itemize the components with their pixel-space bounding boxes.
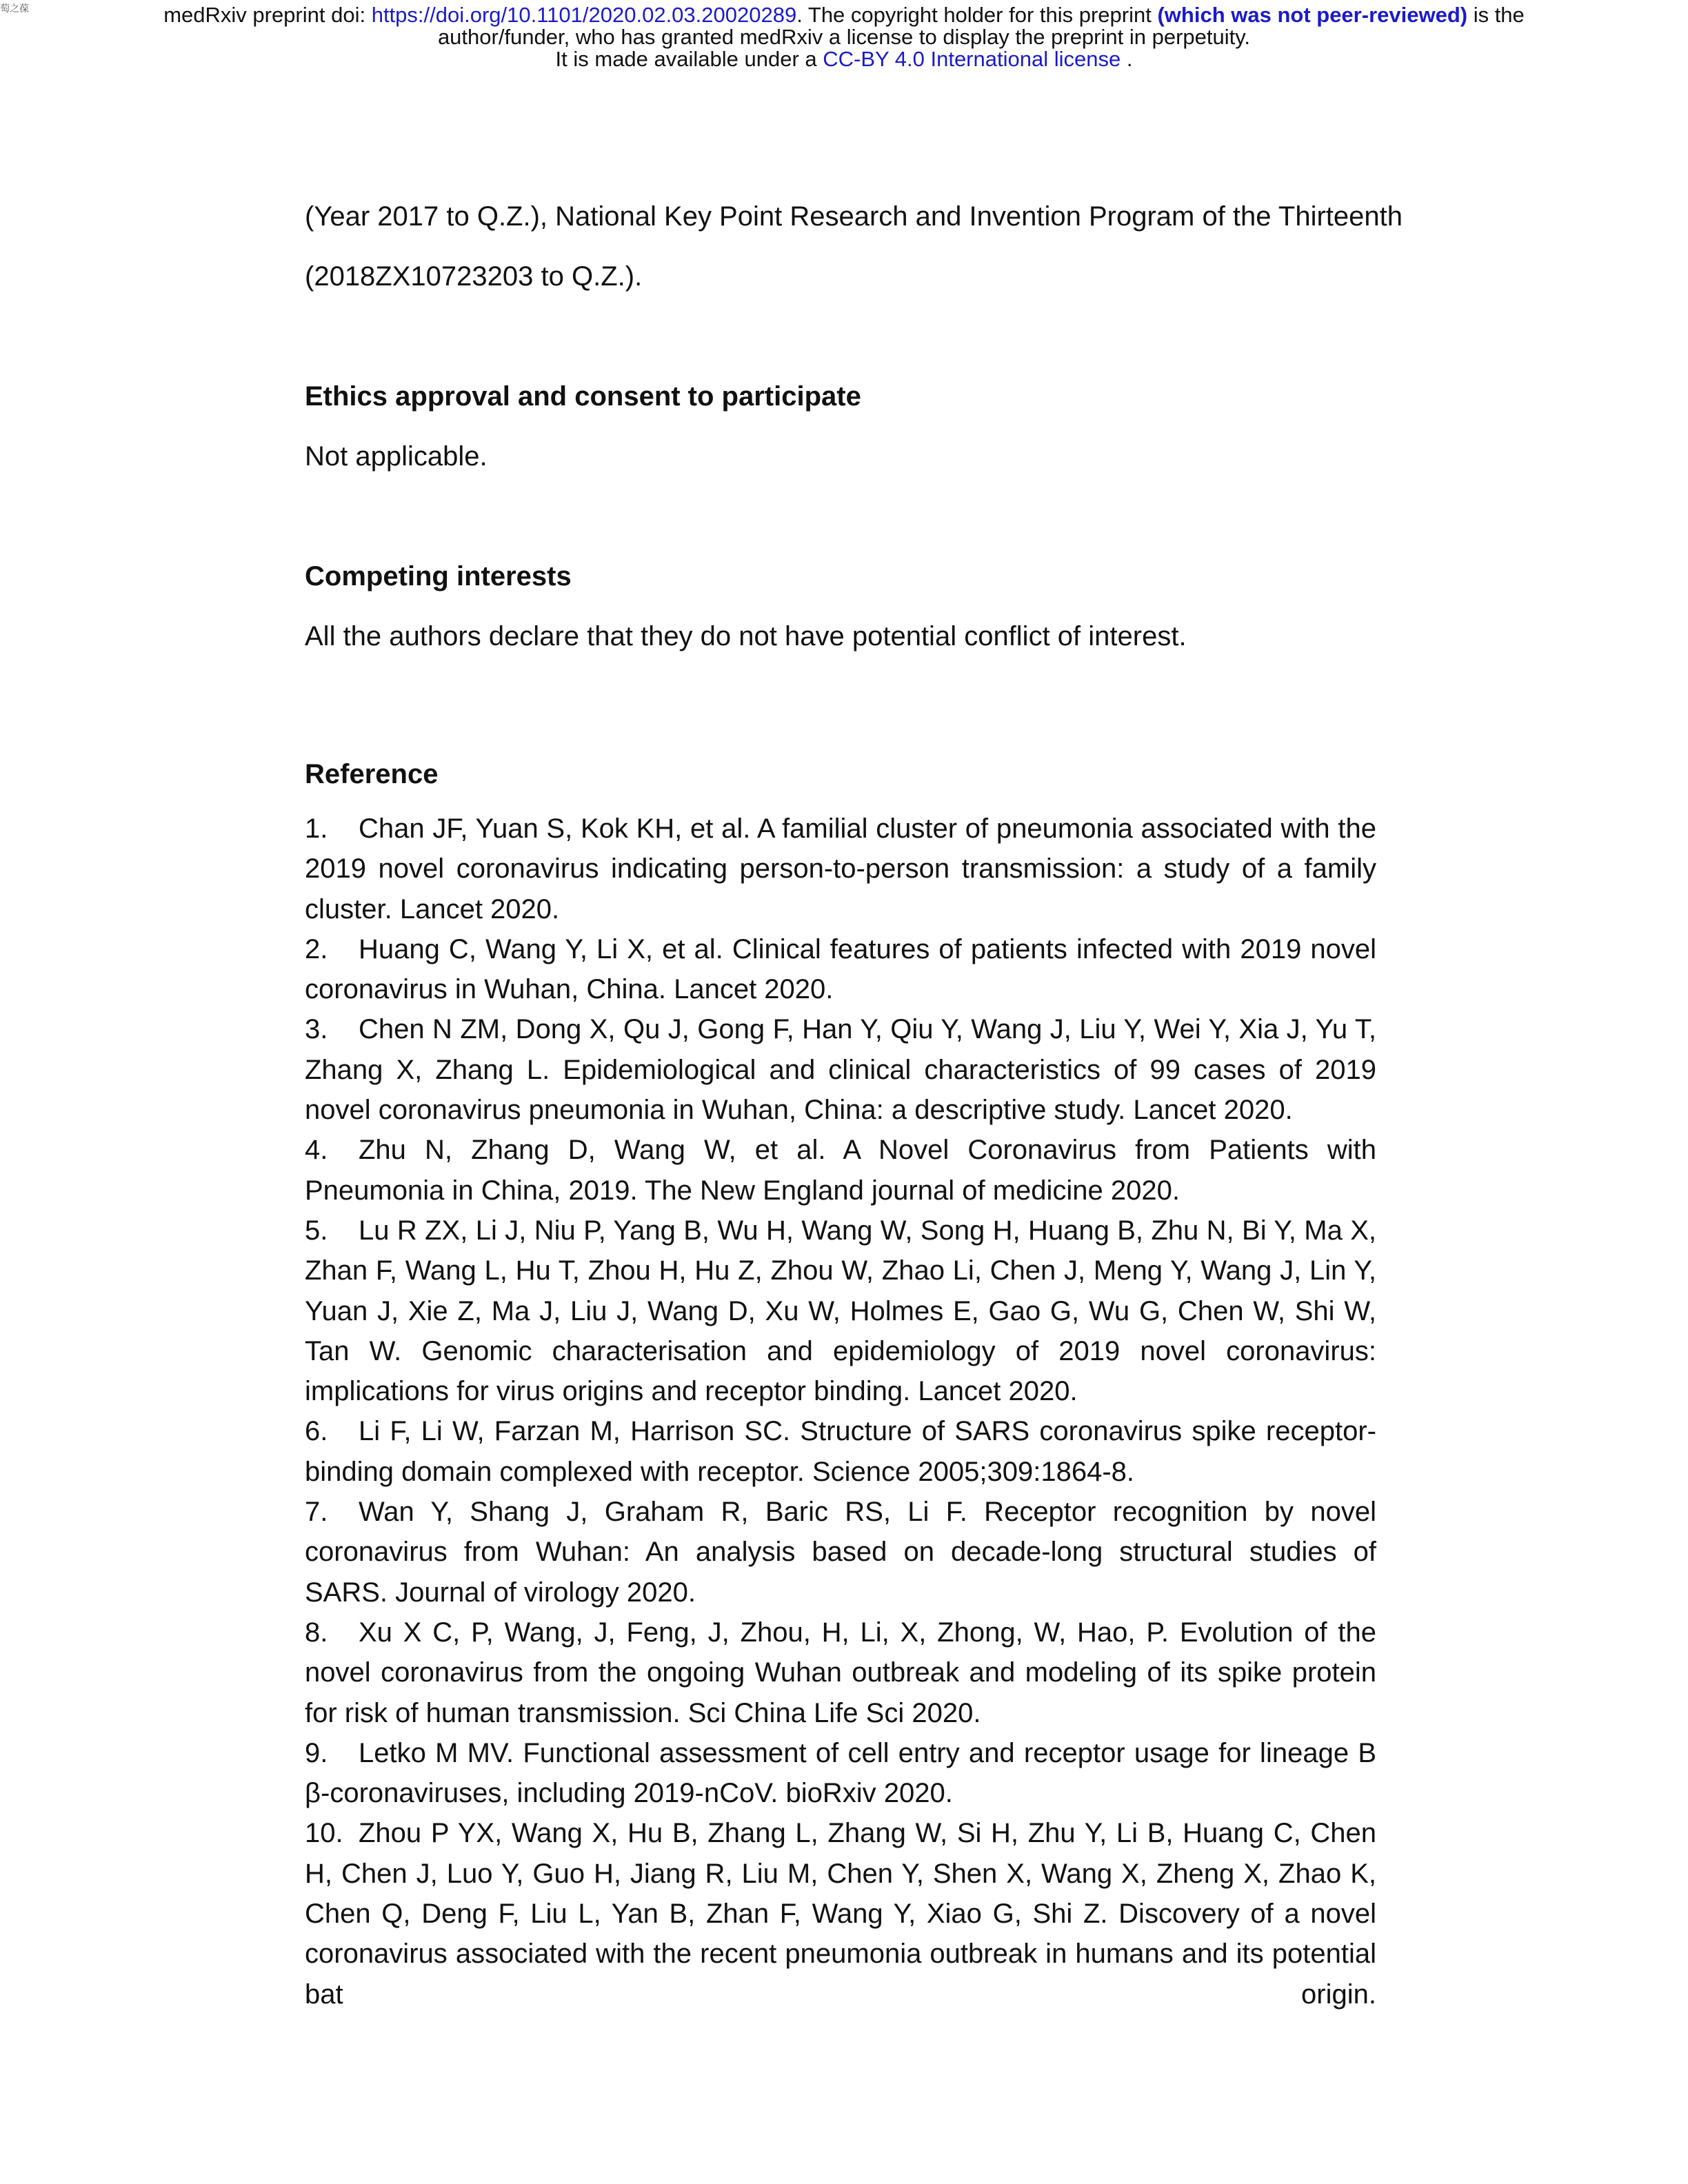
reference-item <box>305 1733 1376 1814</box>
competing-heading: Competing interests <box>305 561 572 592</box>
reference-number: 9. <box>305 1737 328 1768</box>
reference-text: Chan JF, Yuan S, Kok KH, et al. A familial cluster of pneumonia associated with the 2019 novel coronavirus indicating person-to-person transmission: a study of a family cluster. Lancet 2020. <box>305 813 1376 924</box>
references-heading: Reference <box>305 759 439 789</box>
reference-number: 5. <box>305 1215 328 1246</box>
reference-list <box>305 809 1376 2014</box>
corner-mark: 萄之葆 <box>0 3 29 14</box>
preprint-header <box>0 4 1688 70</box>
reference-number: 8. <box>305 1617 328 1648</box>
reference-number: 4. <box>305 1135 328 1166</box>
reference-item <box>305 1411 1376 1492</box>
peer-review-note: (which was not peer-reviewed) <box>1157 3 1468 27</box>
reference-number: 7. <box>305 1497 328 1528</box>
reference-item <box>305 1211 1376 1411</box>
ethics-text: Not applicable. <box>305 441 488 472</box>
reference-item <box>305 809 1376 929</box>
license-link[interactable]: CC-BY 4.0 International license <box>823 47 1121 71</box>
reference-text: Lu R ZX, Li J, Niu P, Yang B, Wu H, Wang W, Song H, Huang B, Zhu N, Bi Y, Ma X, Zhan F, Wang L, Hu T, Zhou H, Hu Z, Zhou W, Zhao Li, Chen J, Meng Y, Wang J, Lin Y, Yuan J, Xie Z, Ma J, Liu J, Wang D, Xu W, Holmes E, Gao G, Wu G, Chen W, Shi W, Tan W. Genomic characterisation and epidemiology of 2019 novel coronavirus: implications for virus origins and receptor binding. Lancet 2020. <box>305 1215 1376 1407</box>
reference-text: Wan Y, Shang J, Graham R, Baric RS, Li F. Receptor recognition by novel coronavirus from Wuhan: An analysis based on decade-long structural studies of SARS. Journal of virology 2020. <box>305 1497 1376 1608</box>
reference-item <box>305 929 1376 1010</box>
header-prefix: medRxiv preprint doi: <box>163 3 372 27</box>
reference-text: Li F, Li W, Farzan M, Harrison SC. Structure of SARS coronavirus spike receptor-binding domain complexed with receptor. Science 2005;309:1864-8. <box>305 1416 1376 1487</box>
reference-text: Xu X C, P, Wang, J, Feng, J, Zhou, H, Li, X, Zhong, W, Hao, P. Evolution of the novel coronavirus from the ongoing Wuhan outbreak and modeling of its spike protein for risk of human transmission. Sci China Life Sci 2020. <box>305 1617 1376 1728</box>
ethics-heading: Ethics approval and consent to participate <box>305 381 861 412</box>
funding-line-1: (Year 2017 to Q.Z.), National Key Point Research and Invention Program of the Thirteenth <box>305 201 1403 232</box>
reference-text: Zhu N, Zhang D, Wang W, et al. A Novel Coronavirus from Patients with Pneumonia in China, 2019. The New England journal of medicine 2020. <box>305 1135 1376 1206</box>
competing-text: All the authors declare that they do not have potential conflict of interest. <box>305 621 1187 651</box>
reference-text: Chen N ZM, Dong X, Qu J, Gong F, Han Y, Qiu Y, Wang J, Liu Y, Wei Y, Xia J, Yu T, Zhang X, Zhang L. Epidemiological and clinical characteristics of 99 cases of 2019 novel coronavirus pneumonia in Wuhan, China: a descriptive study. Lancet 2020. <box>305 1014 1376 1126</box>
funding-line-2: (2018ZX10723203 to Q.Z.). <box>305 261 643 292</box>
reference-text: Letko M MV. Functional assessment of cell entry and receptor usage for lineage B β-coronaviruses, including 2019-nCoV. bioRxiv 2020. <box>305 1737 1376 1809</box>
header-line3-suffix: . <box>1121 47 1133 71</box>
reference-text: Zhou P YX, Wang X, Hu B, Zhang L, Zhang W, Si H, Zhu Y, Li B, Huang C, Chen H, Chen J, Luo Y, Guo H, Jiang R, Liu M, Chen Y, Shen X, Wang X, Zheng X, Zhao K, Chen Q, Deng F, Liu L, Yan B, Zhan F, Wang Y, Xiao G, Shi Z. Discovery of a novel coronavirus associated with the recent pneumonia outbreak in humans and its potential bat origin. <box>305 1818 1376 2010</box>
reference-item <box>305 1813 1376 2014</box>
reference-item <box>305 1130 1376 1211</box>
reference-number: 10. <box>305 1818 343 1849</box>
doi-link[interactable]: https://doi.org/10.1101/2020.02.03.20020289 <box>371 3 797 27</box>
header-mid: . The copyright holder for this preprint <box>796 3 1158 27</box>
reference-number: 1. <box>305 813 328 844</box>
reference-number: 3. <box>305 1014 328 1045</box>
reference-number: 6. <box>305 1416 328 1447</box>
reference-text: Huang C, Wang Y, Li X, et al. Clinical features of patients infected with 2019 novel coronavirus in Wuhan, China. Lancet 2020. <box>305 933 1376 1005</box>
header-line-1 <box>0 4 1688 26</box>
reference-number: 2. <box>305 933 328 964</box>
header-line3-prefix: It is made available under a <box>555 47 823 71</box>
reference-item <box>305 1492 1376 1612</box>
header-line-2: author/funder, who has granted medRxiv a license to display the preprint in perpetuity. <box>437 25 1251 49</box>
header-line-3 <box>0 48 1688 70</box>
reference-item <box>305 1612 1376 1733</box>
reference-item <box>305 1009 1376 1130</box>
header-suffix: is the <box>1467 3 1525 27</box>
